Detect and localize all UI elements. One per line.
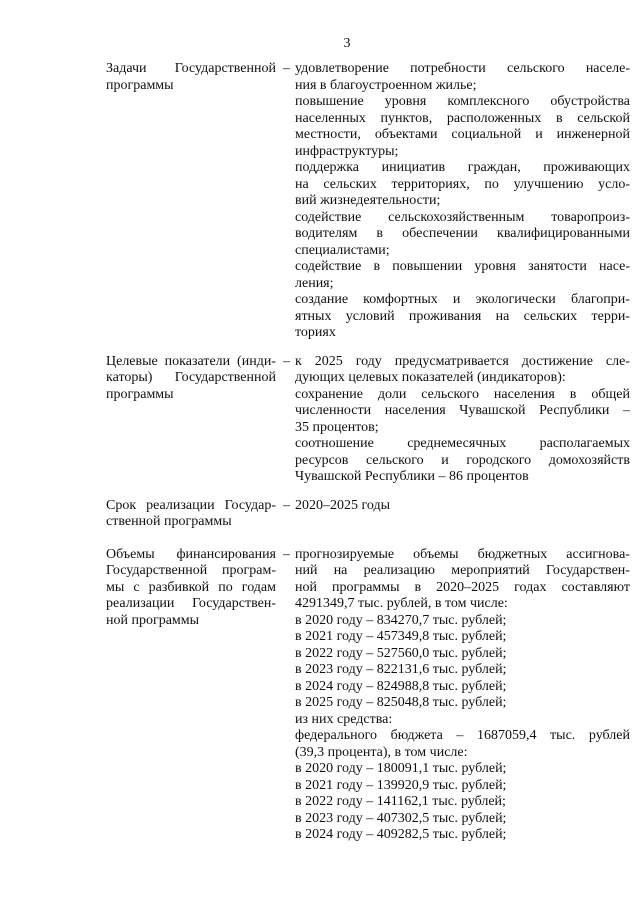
word: территориях,: [391, 176, 470, 192]
word: предусматривается: [394, 353, 509, 369]
word: Государственной: [106, 563, 208, 578]
word: городского: [466, 452, 532, 468]
definition-line: [295, 728, 630, 745]
term-line: [106, 563, 276, 580]
definition-line: [295, 403, 630, 420]
word: комфортных: [363, 292, 438, 307]
passport-section-tasks: [106, 61, 630, 342]
word: потребности: [410, 61, 486, 76]
word: пунктов,: [380, 110, 433, 126]
word: программы: [331, 579, 400, 595]
passport-section-target-indicators: [106, 354, 630, 486]
definition-line: в 2025 году – 825048,8 тыс. рублей;: [295, 695, 507, 710]
word: занятости: [528, 259, 587, 274]
word: финансирования: [176, 546, 276, 562]
word: в: [373, 259, 381, 274]
word: водителям: [295, 226, 358, 241]
definition-line: в 2022 году – 141162,1 тыс. рублей;: [295, 794, 506, 809]
definition-line: [295, 563, 630, 580]
definition-line: 2020–2025 годы: [295, 497, 391, 513]
term-definition-separator: –: [283, 546, 290, 562]
definition-line: [295, 580, 630, 597]
definition-line: из них средства:: [295, 711, 393, 727]
word: реализации: [106, 596, 175, 611]
word: на: [495, 308, 510, 324]
definition-line: в 2021 году – 457349,8 тыс. рублей;: [295, 629, 507, 644]
word: 2020–2025: [436, 579, 500, 595]
section-definition-implementation-period: [295, 498, 630, 515]
term-line: [106, 354, 276, 371]
definition-line: [295, 309, 630, 326]
definition-line: [295, 292, 630, 309]
term-line: программы: [106, 386, 174, 402]
definition-line: специалистами;: [295, 242, 390, 258]
definition-line: [295, 177, 630, 194]
word: проживания: [408, 308, 482, 324]
definition-line: в 2023 году – 822131,6 тыс. рублей;: [295, 662, 507, 677]
word: содействие: [295, 259, 362, 274]
term-line: [106, 370, 276, 387]
word: уровня: [474, 259, 516, 274]
term-line: [106, 61, 276, 78]
term-line: [106, 596, 276, 613]
word: местности,: [295, 127, 361, 142]
word: содействие: [295, 209, 362, 225]
word: удовлетворение: [295, 61, 389, 76]
word: 1687059,4: [476, 728, 537, 743]
word: 2025: [314, 353, 343, 369]
word: достижение: [521, 353, 593, 369]
word: сельских: [323, 176, 377, 192]
passport-section-funding-volumes: [106, 547, 630, 844]
word: доли: [377, 386, 407, 402]
word: соотношение: [295, 436, 374, 451]
definition-line: в 2024 году – 824988,8 тыс. рублей;: [295, 678, 507, 694]
word: в: [555, 110, 563, 126]
word: социальной: [451, 127, 522, 142]
word: насе-: [599, 259, 630, 274]
definition-line: (39,3 процента), в том числе:: [295, 744, 468, 760]
word: в: [376, 226, 384, 241]
word: создание: [295, 292, 349, 307]
term-definition-separator: –: [283, 497, 290, 513]
term-line: ственной программы: [106, 514, 232, 529]
word: экологически: [475, 292, 556, 307]
word: терри-: [591, 308, 630, 324]
definition-line: [295, 127, 630, 144]
word: ятных: [295, 308, 332, 324]
word: населе-: [585, 61, 630, 76]
page-number: 3: [343, 36, 351, 51]
term-line: ной программы: [106, 612, 200, 628]
word: годах: [514, 579, 547, 595]
word: проживающих: [543, 160, 630, 175]
definition-line: 4291349,7 тыс. рублей, в том числе:: [295, 596, 508, 611]
word: (инди-: [237, 353, 276, 369]
word: благопри-: [570, 292, 630, 307]
word: к: [295, 353, 302, 369]
word: уровня: [384, 94, 427, 109]
word: составляют: [561, 579, 630, 595]
word: обустройства: [550, 94, 630, 109]
word: по: [218, 579, 233, 595]
word: году: [355, 353, 382, 369]
term-line: [106, 498, 276, 515]
definition-line: [295, 547, 630, 564]
word: расположенных: [446, 110, 542, 126]
word: и: [441, 452, 449, 468]
word: Государственной: [174, 61, 276, 76]
word: объектами: [374, 127, 438, 142]
section-term-target-indicators: [106, 354, 276, 404]
definition-line: [295, 387, 630, 404]
word: мероприятий: [451, 563, 530, 578]
word: населения: [384, 403, 446, 418]
word: ной: [295, 579, 317, 595]
section-definition-tasks: [295, 61, 630, 342]
word: прогнозируемые: [295, 546, 395, 562]
definition-line: ториях: [295, 325, 336, 340]
word: ресурсов: [295, 452, 349, 468]
definition-line: [295, 436, 630, 453]
definition-line: [295, 453, 630, 470]
word: сохранение: [295, 386, 363, 402]
word: сельского: [506, 61, 565, 76]
definition-line: [295, 61, 630, 78]
word: общей: [591, 386, 630, 402]
definition-line: [295, 226, 630, 243]
word: –: [456, 728, 464, 743]
word: численности: [295, 403, 372, 418]
definition-line: в 2020 году – 180091,1 тыс. рублей;: [295, 761, 507, 776]
definition-line: дующих целевых показателей (индикаторов):: [295, 370, 566, 385]
definition-line: Чувашской Республики – 86 процентов: [295, 469, 529, 484]
word: поддержка: [295, 160, 360, 175]
term-definition-separator: –: [283, 61, 290, 76]
word: Целевые: [106, 353, 158, 369]
definition-line: [295, 259, 630, 276]
word: разбивкой: [148, 579, 210, 595]
word: домохозяйств: [548, 452, 630, 468]
word: Срок: [106, 497, 137, 513]
definition-line: вий жизнедеятельности;: [295, 193, 441, 208]
section-definition-target-indicators: [295, 354, 630, 486]
word: Государственной: [174, 370, 276, 385]
section-term-funding-volumes: [106, 547, 276, 630]
word: сельского: [421, 386, 479, 402]
word: програм-: [222, 563, 276, 578]
word: сельской: [577, 110, 630, 126]
word: с: [133, 579, 140, 595]
word: объемы: [413, 546, 459, 562]
definition-line: 35 процентов;: [295, 419, 379, 435]
term-definition-separator: –: [283, 353, 290, 369]
word: по: [484, 176, 499, 192]
definition-line: [295, 160, 630, 177]
section-term-tasks: [106, 61, 276, 94]
word: сельскохозяйственным: [388, 209, 525, 225]
word: повышение: [295, 94, 364, 109]
definition-line: [295, 111, 630, 128]
word: ний: [295, 563, 318, 578]
word: населения: [493, 386, 555, 402]
word: бюджета: [390, 728, 443, 743]
definition-line: в 2020 году – 834270,7 тыс. рублей;: [295, 612, 507, 628]
word: показатели: [164, 353, 231, 369]
word: Государствен-: [192, 596, 276, 611]
word: Задачи: [106, 61, 147, 76]
definition-line: ния в благоустроенном жилье;: [295, 77, 477, 93]
word: на: [295, 176, 309, 192]
word: улучшению: [513, 176, 584, 192]
word: в: [414, 579, 422, 595]
definition-line: ления;: [295, 275, 334, 291]
word: среднемесячных: [407, 436, 507, 451]
word: Республики: [539, 403, 610, 418]
word: рублей: [588, 728, 630, 743]
passport-section-implementation-period: [106, 498, 630, 531]
word: сельских: [523, 308, 578, 324]
word: и: [535, 127, 543, 142]
word: федерального: [295, 728, 378, 743]
word: Объемы: [106, 546, 155, 562]
word: ассигнова-: [566, 546, 630, 562]
word: тыс.: [550, 728, 576, 743]
word: обеспечении: [402, 226, 478, 241]
word: годам: [241, 579, 276, 595]
definition-line: [295, 354, 630, 371]
word: в: [569, 386, 577, 402]
section-term-implementation-period: [106, 498, 276, 531]
definition-line: [295, 210, 630, 227]
definition-line: в 2024 году – 409282,5 тыс. рублей;: [295, 827, 507, 842]
definition-line: [295, 94, 630, 111]
word: комплексного: [447, 94, 530, 109]
word: инициатив: [381, 160, 446, 175]
word: располагаемых: [539, 436, 630, 451]
definition-line: инфраструктуры;: [295, 143, 399, 159]
program-passport-table: [106, 61, 630, 856]
word: и: [452, 292, 461, 307]
definition-line: в 2023 году – 407302,5 тыс. рублей;: [295, 810, 507, 826]
word: Государ-: [224, 497, 276, 513]
word: квалифицированными: [497, 226, 630, 241]
word: реализации: [146, 497, 215, 513]
term-line: программы: [106, 77, 174, 93]
word: мы: [106, 579, 125, 595]
word: усло-: [598, 176, 630, 192]
word: товаропроиз-: [551, 209, 630, 225]
word: условий: [345, 308, 395, 324]
term-line: [106, 547, 276, 564]
word: населенных: [295, 110, 366, 126]
word: –: [622, 403, 630, 418]
definition-line: в 2021 году – 139920,9 тыс. рублей;: [295, 777, 507, 793]
word: реализацию: [363, 563, 435, 578]
word: повышении: [392, 259, 463, 274]
word: каторы): [106, 370, 153, 385]
word: Чувашской: [459, 403, 526, 418]
word: сле-: [605, 353, 630, 369]
word: на: [333, 563, 348, 578]
word: бюджетных: [477, 546, 548, 562]
section-definition-funding-volumes: [295, 547, 630, 844]
word: Государствен-: [546, 563, 630, 578]
definition-line: в 2022 году – 527560,0 тыс. рублей;: [295, 645, 507, 661]
word: сельского: [366, 452, 424, 468]
term-line: [106, 580, 276, 597]
word: инженерной: [556, 127, 630, 142]
word: граждан,: [467, 160, 521, 175]
